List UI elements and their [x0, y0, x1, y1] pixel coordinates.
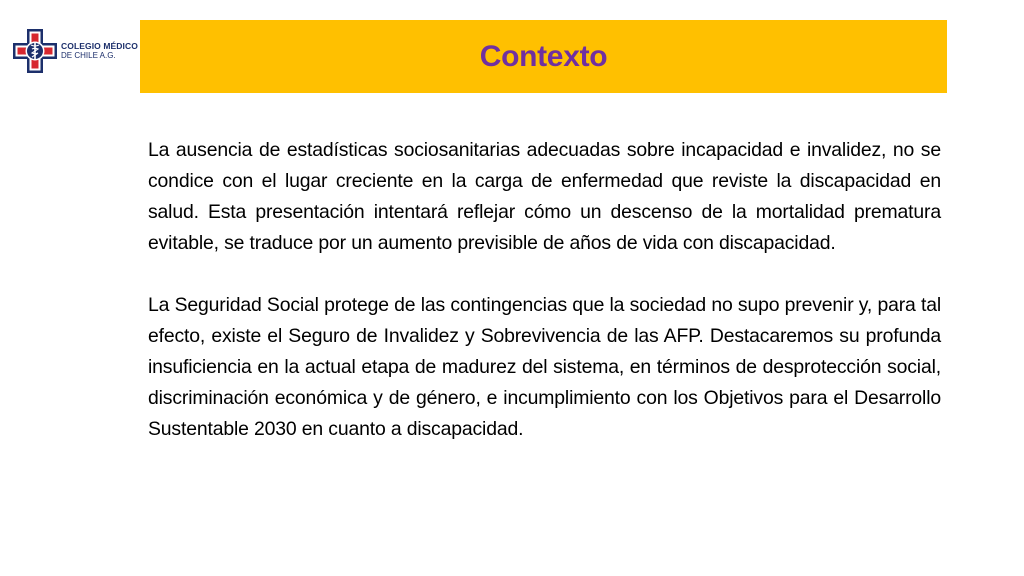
logo-subname: DE CHILE A.G. — [61, 51, 116, 60]
paragraph-context-1: La ausencia de estadísticas sociosanitarias adecuadas sobre incapacidad e invalidez, no se condice con el lugar creciente en la carga de enfermedad que reviste la discapacidad en salud. Esta presentación intentará reflejar cómo un descenso de la mortalidad prematura evitable, se traduce por un aumento previsible de años de vida con discapacidad. — [148, 139, 941, 254]
logo-name: COLEGIO MÉDICO — [61, 41, 138, 51]
caduceus-cross-icon — [12, 28, 58, 74]
slide-body — [148, 135, 941, 445]
slide-title: Contexto — [479, 40, 608, 73]
colegio-medico-logo — [12, 28, 138, 74]
title-bar — [140, 20, 947, 93]
paragraph-context-2: La Seguridad Social protege de las contingencias que la sociedad no supo prevenir y, para tal efecto, existe el Seguro de Invalidez y Sobrevivencia de las AFP. Destacaremos su profunda insuficiencia en la actual etapa de madurez del sistema, en términos de desprotección social, discriminación económica y de género, e incumplimiento con los Objetivos para el Desarrollo Sustentable 2030 en cuanto a discapacidad. — [148, 294, 941, 440]
logo-text — [61, 41, 138, 61]
